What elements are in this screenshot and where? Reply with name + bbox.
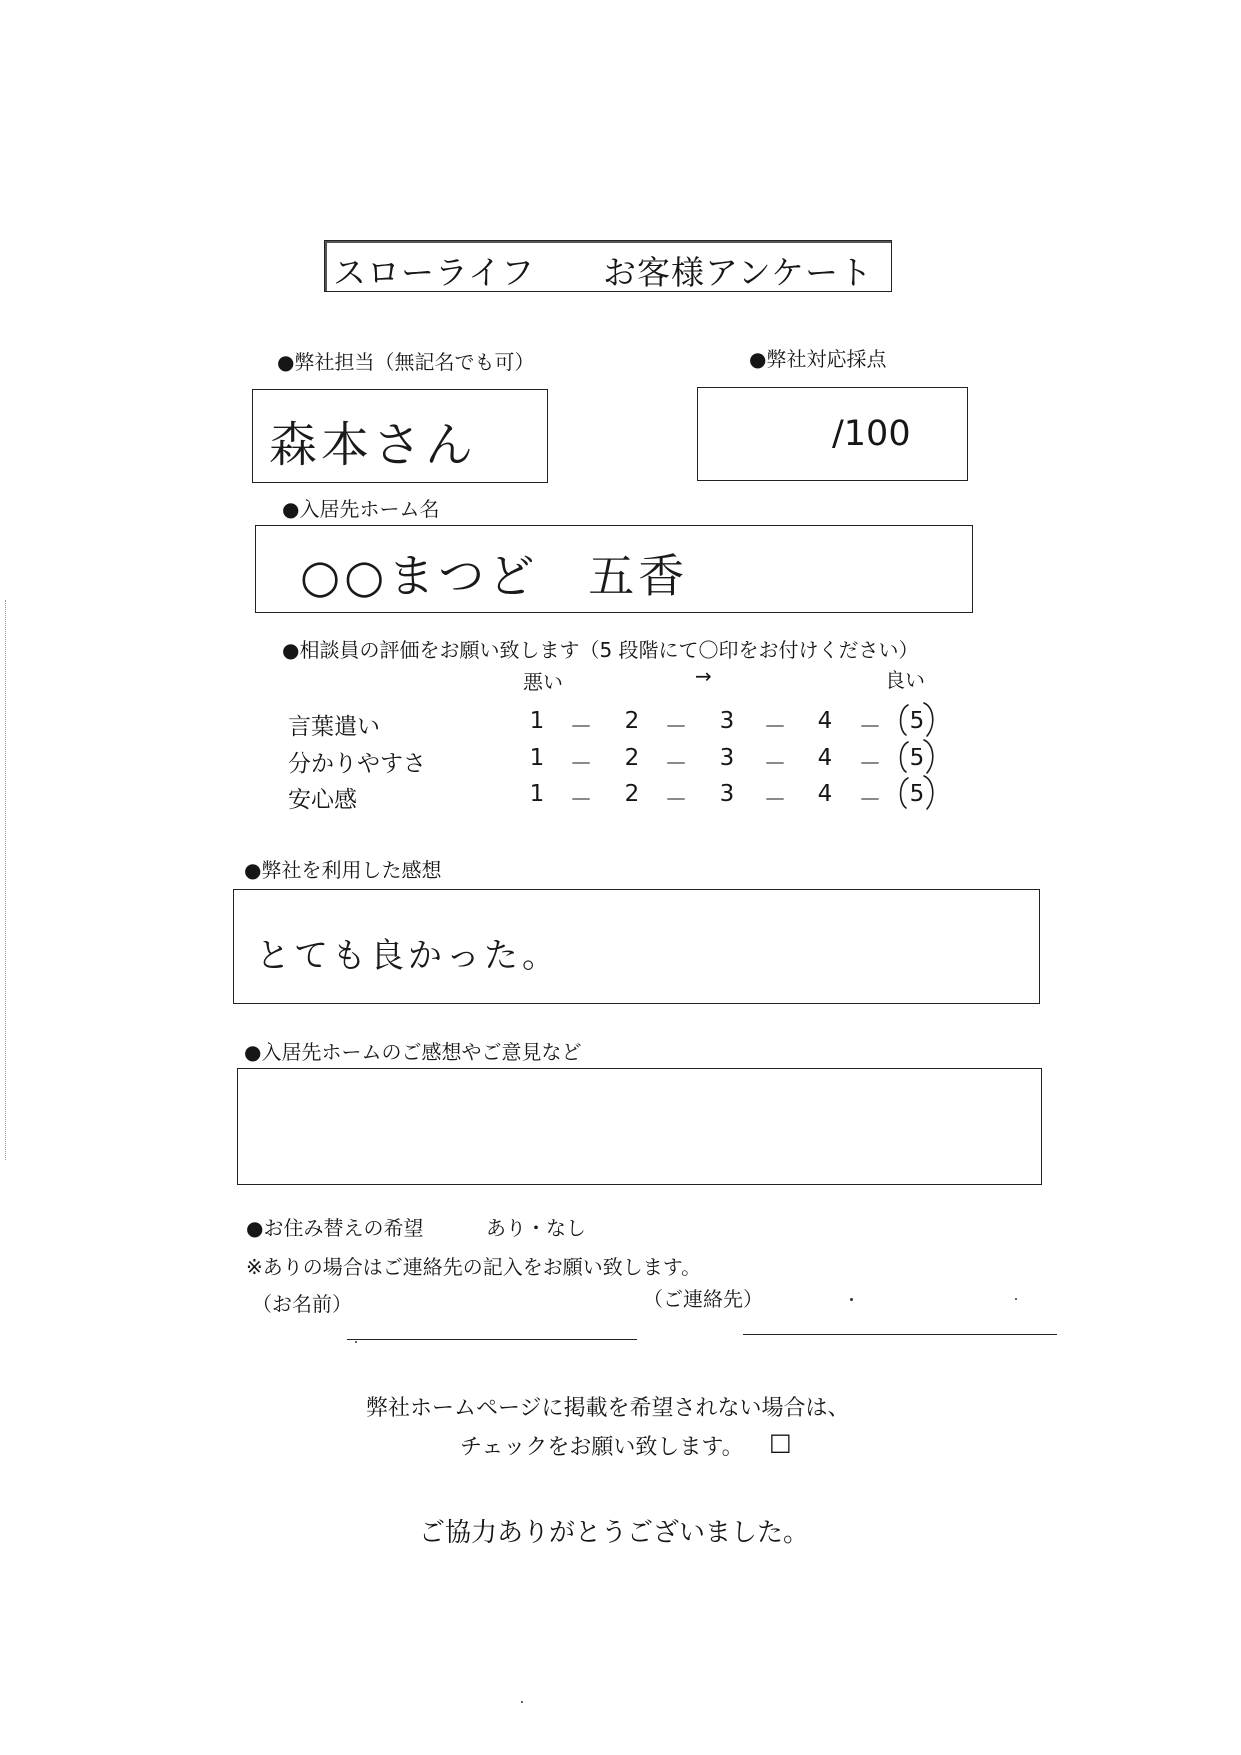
scale-dash: － xyxy=(569,714,593,740)
scale-dash: － xyxy=(763,787,787,813)
selection-circle xyxy=(896,701,938,739)
scale-3: 3 xyxy=(719,708,735,734)
home-opinion-label: ●入居先ホームのご感想やご意見など xyxy=(244,1040,582,1064)
scale-2: 2 xyxy=(624,781,640,807)
relocation-label: ●お住み替えの希望 xyxy=(246,1216,424,1240)
publish-notice-line1: 弊社ホームページに掲載を希望されない場合は、 xyxy=(366,1396,850,1421)
scale-dash: － xyxy=(664,714,688,740)
rating-good-label: 良い xyxy=(885,668,925,692)
rating-bad-label: 悪い xyxy=(523,670,563,694)
rating-row xyxy=(0,781,1241,811)
survey-title: スローライフ お客様アンケート xyxy=(333,253,874,292)
selection-circle-stroke xyxy=(901,776,933,809)
scale-5: 5 xyxy=(905,708,929,734)
scale-dash: － xyxy=(763,714,787,740)
scale-dash: － xyxy=(664,751,688,777)
rating-row xyxy=(0,708,1241,738)
scale-dash: － xyxy=(664,787,688,813)
title-box xyxy=(324,240,892,292)
scale-3: 3 xyxy=(719,781,735,807)
scan-speck xyxy=(850,1298,853,1301)
scale-3: 3 xyxy=(719,745,735,771)
home-name-value: ○○まつど 五香 xyxy=(300,549,689,603)
impression-label: ●弊社を利用した感想 xyxy=(244,858,442,882)
scale-2: 2 xyxy=(624,708,640,734)
score-box xyxy=(697,387,968,481)
staff-box xyxy=(252,389,548,483)
scale-4: 4 xyxy=(817,708,833,734)
scale-4: 4 xyxy=(817,745,833,771)
scale-dash: － xyxy=(858,714,882,740)
home-name-box xyxy=(255,525,973,613)
scan-speck xyxy=(355,1341,357,1343)
scale-dash: － xyxy=(569,751,593,777)
scale-dash: － xyxy=(569,787,593,813)
home-opinion-box xyxy=(237,1068,1042,1185)
scale-1: 1 xyxy=(529,745,545,771)
impression-box xyxy=(233,889,1040,1004)
publish-optout-checkbox: □ xyxy=(769,1428,792,1456)
contact-underline xyxy=(743,1334,1057,1335)
contact-label: （ご連絡先） xyxy=(643,1287,763,1311)
scan-speck xyxy=(521,1701,523,1703)
name-underline xyxy=(347,1339,637,1340)
rating-row-label: 安心感 xyxy=(288,787,357,813)
relocation-note: ※ありの場合はご連絡先の記入をお願い致します。 xyxy=(246,1255,702,1279)
thanks-message: ご協力ありがとうございました。 xyxy=(419,1518,810,1548)
scale-4: 4 xyxy=(817,781,833,807)
scale-dash: － xyxy=(763,751,787,777)
scale-2: 2 xyxy=(624,745,640,771)
rating-label: ●相談員の評価をお願い致します（5 段階にて〇印をお付けください） xyxy=(282,638,919,662)
selection-circle xyxy=(896,774,938,812)
rating-row-label: 分かりやすさ xyxy=(288,751,426,777)
rating-arrow: → xyxy=(695,664,712,688)
publish-notice-line2: チェックをお願い致します。 xyxy=(460,1435,744,1460)
home-name-label: ●入居先ホーム名 xyxy=(282,497,440,521)
scale-5: 5 xyxy=(905,781,929,807)
staff-name: 森本さん xyxy=(269,417,478,473)
score-value: /100 xyxy=(832,414,911,454)
scale-dash: － xyxy=(858,787,882,813)
staff-label: ●弊社担当（無記名でも可） xyxy=(277,350,535,374)
scale-1: 1 xyxy=(529,708,545,734)
score-label: ●弊社対応採点 xyxy=(749,347,887,371)
name-label: （お名前） xyxy=(252,1292,352,1316)
rating-row-label: 言葉遣い xyxy=(288,714,380,740)
rating-row xyxy=(0,745,1241,775)
selection-circle xyxy=(896,738,938,776)
scale-dash: － xyxy=(858,751,882,777)
relocation-options: あり・なし xyxy=(486,1216,586,1240)
selection-circle-stroke xyxy=(901,740,933,773)
impression-value: とても良かった。 xyxy=(256,936,560,976)
scale-1: 1 xyxy=(529,781,545,807)
scan-speck xyxy=(1015,1298,1017,1300)
scale-5: 5 xyxy=(905,745,929,771)
selection-circle-stroke xyxy=(901,703,933,736)
scan-edge-artifact xyxy=(5,600,6,1160)
